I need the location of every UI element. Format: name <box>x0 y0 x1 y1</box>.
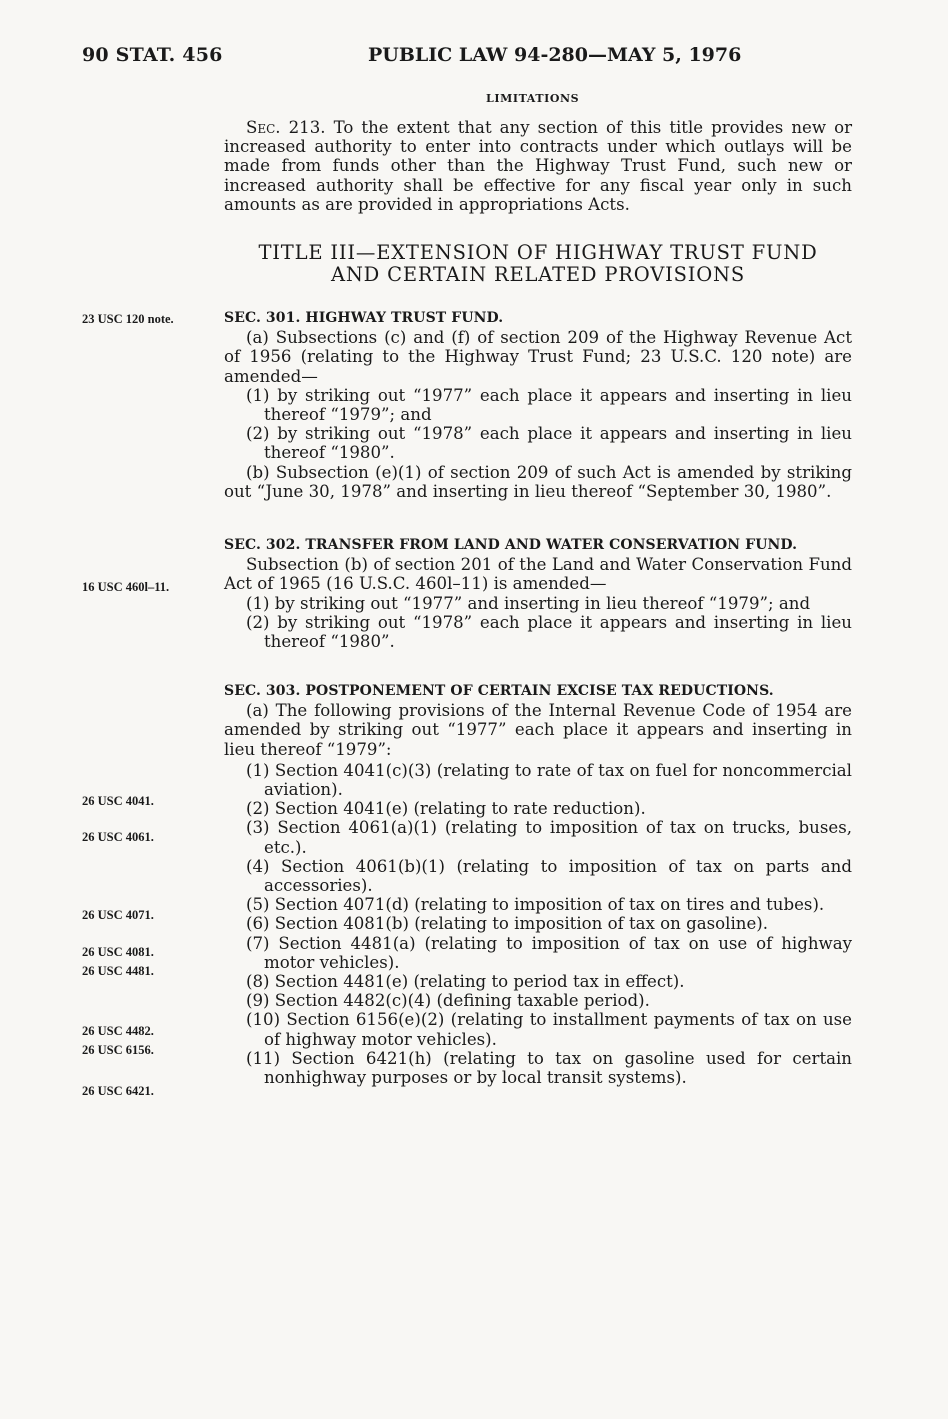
sec-303-heading: SEC. 303. POSTPONEMENT OF CERTAIN EXCISE TAX REDUCTIONS. <box>224 683 774 699</box>
limitations-heading: LIMITATIONS <box>486 92 580 105</box>
sec-303-a: (a) The following provisions of the Internal Revenue Code of 1954 are amended by striking out “1977” each place it appears and inserting in lieu thereof “1979”: <box>224 701 852 759</box>
margin-note-26-usc-4481: 26 USC 4481. <box>82 964 154 978</box>
sec-213-paragraph <box>224 118 852 214</box>
page-reference: 90 STAT. 456 <box>82 44 223 66</box>
margin-note-16-usc-460l: 16 USC 460l–11. <box>82 580 170 594</box>
sec-303-item-8: (8) Section 4481(e) (relating to period tax in effect). <box>246 972 685 992</box>
margin-note-26-usc-4071: 26 USC 4071. <box>82 908 154 922</box>
sec-303-item-6: (6) Section 4081(b) (relating to imposition of tax on gasoline). <box>246 914 769 934</box>
sec-301-a2: (2) by striking out “1978” each place it appears and inserting in lieu thereof “1980”. <box>246 424 852 463</box>
sec-303-item-4: (4) Section 4061(b)(1) (relating to imposition of tax on parts and accessories). <box>246 856 852 896</box>
margin-note-26-usc-4061: 26 USC 4061. <box>82 830 154 844</box>
margin-note-26-usc-6421: 26 USC 6421. <box>82 1084 154 1098</box>
margin-note-26-usc-6156: 26 USC 6156. <box>82 1043 154 1057</box>
margin-note-26-usc-4482: 26 USC 4482. <box>82 1024 154 1038</box>
margin-note-26-usc-4081: 26 USC 4081. <box>82 945 154 959</box>
sec-303-item-7: (7) Section 4481(a) (relating to imposition of tax on use of highway motor vehicles). <box>246 933 852 972</box>
sec-302-i2: (2) by striking out “1978” each place it appears and inserting in lieu thereof “1980”. <box>246 612 852 652</box>
sec-302 <box>224 536 852 651</box>
title-iii-heading <box>224 242 852 286</box>
sec-301-heading: SEC. 301. HIGHWAY TRUST FUND. <box>224 310 504 326</box>
sec-303-item-2: (2) Section 4041(e) (relating to rate reduction). <box>246 799 646 819</box>
sec-303-item-3: (3) Section 4061(a)(1) (relating to imposition of tax on trucks, buses, etc.). <box>246 818 852 857</box>
sec-303-item-10: (10) Section 6156(e)(2) (relating to installment payments of tax on use of highway motor vehicles). <box>246 1010 852 1049</box>
sec-301 <box>224 309 852 501</box>
sec-302-i1: (1) by striking out “1977” and inserting in lieu thereof “1979”; and <box>246 593 811 613</box>
title-iii-line1: TITLE III—EXTENSION OF HIGHWAY TRUST FUND <box>258 241 818 264</box>
sec-303 <box>224 682 852 1087</box>
law-title: PUBLIC LAW 94-280—MAY 5, 1976 <box>368 44 742 66</box>
margin-note-26-usc-4041: 26 USC 4041. <box>82 794 154 808</box>
sec-303-item-5: (5) Section 4071(d) (relating to imposition of tax on tires and tubes). <box>246 895 825 915</box>
sec-303-item-1: (1) Section 4041(c)(3) (relating to rate of tax on fuel for noncommercial aviation). <box>246 760 852 800</box>
sec-303-item-9: (9) Section 4482(c)(4) (defining taxable period). <box>246 991 650 1011</box>
title-iii-line2: AND CERTAIN RELATED PROVISIONS <box>330 263 746 286</box>
sec-213-label: Sec. 213. <box>246 118 326 137</box>
margin-note-23-usc-120: 23 USC 120 note. <box>82 312 174 326</box>
sec-302-text: Subsection (b) of section 201 of the Land and Water Conservation Fund Act of 1965 (16 U.S.C. 460l–11) is amended— <box>224 555 852 594</box>
sec-302-heading: SEC. 302. TRANSFER FROM LAND AND WATER CONSERVATION FUND. <box>224 537 798 553</box>
sec-301-a: (a) Subsections (c) and (f) of section 209 of the Highway Revenue Act of 1956 (relating to the Highway Trust Fund; 23 U.S.C. 120 note) are amended— <box>224 328 852 386</box>
sec-301-b: (b) Subsection (e)(1) of section 209 of such Act is amended by striking out “June 30, 1978” and inserting in lieu thereof “September 30, 1980”. <box>224 462 852 501</box>
sec-303-item-11: (11) Section 6421(h) (relating to tax on gasoline used for certain nonhighway purposes or by local transit systems). <box>246 1048 852 1088</box>
sec-301-a1: (1) by striking out “1977” each place it appears and inserting in lieu thereof “1979”; and <box>246 385 852 425</box>
sec-213-text: To the extent that any section of this title provides new or increased authority to enter into contracts under which outlays will be made from funds other than the Highway Trust Fund, such new or increased authority shall be effective for any fiscal year only in such amounts as are provided in appropriations Acts. <box>224 118 853 214</box>
